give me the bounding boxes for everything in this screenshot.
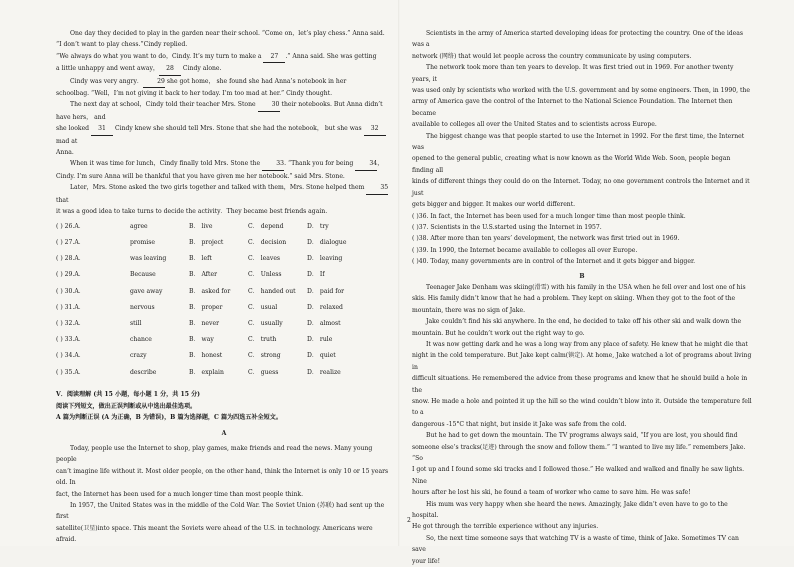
tf-question[interactable]: ( )40. Today, many governments are in control of the Internet and it gets bigger and bigger. bbox=[412, 258, 696, 266]
cloze-blank[interactable]: 28 bbox=[159, 63, 181, 75]
passage-b-paragraph-3 bbox=[412, 339, 752, 430]
option-row bbox=[56, 283, 366, 299]
text-line: army of America gave the control of the Internet to the National Science Foundation. The Internet then became bbox=[412, 98, 733, 117]
text-line: Teenager Jake Denham was skiing(滑雪) with his family in the USA when he fell over and lost one of his bbox=[426, 283, 746, 291]
option-a[interactable]: crazy bbox=[130, 352, 147, 360]
passage-b-paragraph-4 bbox=[412, 430, 752, 498]
option-c[interactable]: C． depend bbox=[248, 222, 284, 230]
text-line: can’t imagine life without it. Most older people, on the other hand, think the Internet is only 10 or 15 years old. In bbox=[56, 467, 389, 487]
option-c[interactable]: C． handed out bbox=[248, 287, 296, 295]
cloze-blank[interactable]: 31 bbox=[91, 123, 113, 135]
text-line: difficult situations. He remembered the advice from these programs and knew that he should build a hole in the bbox=[412, 375, 748, 394]
story-line: “We always do what you want to do，Cindy. It’s my turn to make a 27 .” Anna said. She was getting bbox=[56, 51, 392, 63]
question-number: ( ) 35.A． bbox=[56, 368, 85, 376]
text-line: Scientists in the army of America started developing ideas for protecting the country. One of the ideas was a bbox=[412, 30, 744, 49]
option-b[interactable]: B． left bbox=[189, 255, 212, 263]
text-line: satellite(卫星)into space. This meant the Soviets were ahead of the U.S. in technology. Americans were afraid. bbox=[56, 524, 373, 544]
section-title: V．阅读理解 (共 15 小题，每小题 1 分，共 15 分) bbox=[56, 391, 201, 399]
story-line: schoolbag. “Well，I’m not giving it back to her today. I’m too mad at her.” Cindy thought. bbox=[56, 90, 333, 98]
option-c[interactable]: C． decision bbox=[248, 239, 287, 247]
passage-a-continued bbox=[412, 28, 752, 62]
passage-a-label: A bbox=[221, 429, 227, 437]
text-line: dangerous -15°C that night, but inside it Jake was safe from the cold. bbox=[412, 420, 627, 428]
cloze-blank[interactable]: 30 bbox=[258, 99, 280, 111]
text-line: Jake couldn’t find his ski anywhere. In the end, he decided to take off his other ski and walk down the bbox=[426, 318, 742, 326]
option-b[interactable]: B． never bbox=[189, 320, 220, 328]
text-line: But he had to get down the mountain. The TV programs always said, “If you are lost, you should find bbox=[426, 432, 738, 440]
text-line: The biggest change was that people started to use the Internet in 1992. For the first time, the Internet was bbox=[412, 132, 745, 152]
text-line: available to colleges all over the United States and to scientists across Europe. bbox=[412, 121, 657, 129]
option-d[interactable]: D． relaxed bbox=[307, 303, 343, 311]
cloze-blank[interactable]: 27 bbox=[263, 51, 285, 63]
text-line: skis. His family didn’t know that he had a problem. They kept on skiing. When they got to the foot of the bbox=[412, 295, 736, 303]
option-a[interactable]: still bbox=[130, 320, 142, 328]
option-row bbox=[56, 316, 366, 332]
option-d[interactable]: D． dialogue bbox=[307, 239, 347, 247]
question-number: ( ) 31.A． bbox=[56, 303, 85, 311]
left-column bbox=[56, 28, 392, 546]
right-column bbox=[412, 28, 752, 567]
text-line: was used only by scientists who worked with the U.S. government and by some engineers. Then, in 1990, the bbox=[412, 87, 751, 95]
tf-question[interactable]: ( )38. After more than ten years’ development, the network was first tried out in 1969. bbox=[412, 235, 680, 243]
story-line: she looked 31 Cindy knew she should tell Mrs. Stone that she had the notebook， but she was 32 mad at bbox=[56, 123, 392, 147]
text-line: Today, people use the Internet to shop, play games, make friends and read the news. Many young people bbox=[56, 445, 373, 464]
option-c[interactable]: C． leaves bbox=[248, 255, 281, 263]
cloze-blank[interactable]: 32 bbox=[364, 123, 386, 135]
passage-a-paragraph-3 bbox=[412, 131, 752, 211]
text-line: In 1957, the United States was in the middle of the Cold War. The Soviet Union (苏联) had sent up the first bbox=[56, 502, 385, 521]
story-line: a little unhappy and went away， 28 Cindy alone. bbox=[56, 63, 392, 75]
passage-b-paragraph-5 bbox=[412, 499, 752, 533]
option-row bbox=[56, 251, 366, 267]
option-b[interactable]: B． asked for bbox=[189, 287, 231, 295]
question-number: ( ) 28.A． bbox=[56, 255, 85, 263]
question-number: ( ) 29.A． bbox=[56, 271, 85, 279]
page-number: 2 bbox=[407, 517, 411, 524]
option-d[interactable]: D． rule bbox=[307, 336, 333, 344]
question-number: ( ) 32.A． bbox=[56, 320, 85, 328]
option-a[interactable]: agree bbox=[130, 222, 148, 230]
option-d[interactable]: D． leaving bbox=[307, 255, 343, 263]
tf-question[interactable]: ( )36. In fact, the Internet has been used for a much longer time than most people think. bbox=[412, 212, 686, 220]
passage-b-paragraph-2 bbox=[412, 316, 752, 339]
option-d[interactable]: D． realize bbox=[307, 368, 341, 376]
option-b[interactable]: B． proper bbox=[189, 303, 223, 311]
cloze-options-table bbox=[56, 219, 366, 381]
passage-b-label: B bbox=[579, 272, 585, 280]
option-a[interactable]: describe bbox=[130, 368, 157, 376]
option-c[interactable]: C． guess bbox=[248, 368, 279, 376]
option-row bbox=[56, 219, 366, 235]
option-row bbox=[56, 235, 366, 251]
story-line: it was a good idea to take turns to decide the activity．They became best friends again. bbox=[56, 208, 328, 216]
option-a[interactable]: Because bbox=[130, 271, 156, 279]
option-row bbox=[56, 364, 366, 380]
option-b[interactable]: B． honest bbox=[189, 352, 223, 360]
text-line: fact, the Internet has been used for a much longer time than most people think. bbox=[56, 490, 304, 498]
cloze-blank[interactable]: 29 bbox=[143, 76, 165, 88]
option-a[interactable]: nervous bbox=[130, 303, 155, 311]
option-row bbox=[56, 332, 366, 348]
page-fold bbox=[398, 0, 400, 546]
text-line: your life! bbox=[412, 557, 441, 565]
question-number: ( ) 33.A． bbox=[56, 336, 85, 344]
option-a[interactable]: was leaving bbox=[130, 255, 167, 263]
cloze-story bbox=[56, 28, 392, 218]
option-d[interactable]: D． almost bbox=[307, 320, 341, 328]
instruction-1: 阅读下列短文，做出正误判断或从中选出最佳选项。 bbox=[56, 402, 197, 410]
text-line: hours after he lost his ski, he found a team of worker who came to save him. He was safe! bbox=[412, 489, 691, 497]
story-line: Anna. bbox=[56, 149, 74, 157]
text-line: opened to the general public, creating what is now known as the World Wide Web. Soon, people began finding all bbox=[412, 155, 731, 174]
option-d[interactable]: D． If bbox=[307, 271, 325, 279]
text-line: mountain, there was no sign of Jake. bbox=[412, 306, 526, 314]
text-line: So, the next time someone says that watching TV is a waste of time, think of Jake. Sometimes TV can save bbox=[412, 534, 739, 554]
instruction-2: A 篇为判断正误 (A 为正确，B 为错误)，B 篇为选择题，C 篇为四选五补全短文。 bbox=[56, 414, 282, 422]
text-line: snow. He made a hole and pointed it up the hill so the wind couldn’t blow into it. Outside the temperature fell to a bbox=[412, 398, 752, 417]
option-a[interactable]: gave away bbox=[130, 287, 163, 295]
text-line: someone else’s tracks(足迹) through the snow and follow them.” “I wanted to live my life.” remembers Jake. “So bbox=[412, 443, 746, 463]
text-line: His mum was very happy when she heard the news. Amazingly, Jake didn’t even have to go to the hospital. bbox=[412, 500, 728, 520]
story-line: The next day at school，Cindy told their teacher Mrs. Stone 30 their notebooks. But Anna didn’t have hers， and bbox=[56, 101, 383, 121]
option-b[interactable]: B． explain bbox=[189, 368, 224, 376]
cloze-blank[interactable]: 34 bbox=[355, 158, 377, 170]
story-line: Cindy was very angry． 29 she got home， she found she had Anna’s notebook in her bbox=[56, 76, 392, 88]
option-d[interactable]: D． quiet bbox=[307, 352, 336, 360]
option-b[interactable]: B． live bbox=[189, 222, 213, 230]
option-c[interactable]: C． usual bbox=[248, 303, 278, 311]
option-b[interactable]: B． way bbox=[189, 336, 214, 344]
text-line: It was now getting dark and he was a long way from any place of safety. He knew that he might die that bbox=[426, 340, 748, 348]
option-c[interactable]: C． truth bbox=[248, 336, 277, 344]
story-line: Later，Mrs. Stone asked the two girls together and talked with them，Mrs. Stone helped them 35 that bbox=[56, 184, 389, 204]
option-c[interactable]: C． Unless bbox=[248, 271, 282, 279]
text-line: night in the cold temperature. But Jake kept calm(镇定). At home, Jake watched a lot of programs about living in bbox=[412, 352, 752, 371]
cloze-blank[interactable]: 33 bbox=[262, 158, 284, 170]
option-d[interactable]: D． paid for bbox=[307, 287, 345, 295]
option-d[interactable]: D． try bbox=[307, 222, 329, 230]
option-c[interactable]: C． usually bbox=[248, 320, 283, 328]
text-line: The network took more than ten years to develop. It was first tried out in 1969. For another twenty years, it bbox=[412, 64, 734, 83]
question-number: ( ) 27.A． bbox=[56, 239, 85, 247]
cloze-blank[interactable]: 35 bbox=[366, 182, 388, 194]
question-number: ( ) 30.A． bbox=[56, 287, 85, 295]
story-line: “I don’t want to play chess.”Cindy replied. bbox=[56, 41, 188, 49]
tf-question[interactable]: ( )37. Scientists in the U.S.started using the Internet in 1957. bbox=[412, 223, 602, 231]
option-row bbox=[56, 299, 366, 315]
text-line: He got through the terrible experience without any injuries. bbox=[412, 523, 599, 531]
tf-question[interactable]: ( )39. In 1990, the Internet became available to colleges all over Europe. bbox=[412, 246, 638, 254]
text-line: kinds of different things they could do on the Internet. Today, no one government controls the Internet and it just bbox=[412, 178, 750, 197]
passage-a-paragraph-2 bbox=[412, 62, 752, 130]
text-line: I got up and I found some ski tracks and I followed those.” He walked and walked and finally he saw lights. Nine bbox=[412, 466, 745, 485]
story-line: One day they decided to play in the garden near their school. “Come on，let’s play chess.” Anna said. bbox=[70, 30, 385, 37]
passage-b-paragraph-1 bbox=[412, 282, 752, 316]
text-line: gets bigger and bigger. It makes our world different. bbox=[412, 201, 576, 209]
true-false-questions bbox=[412, 211, 752, 268]
text-line: mountain. But he couldn’t work out the right way to go. bbox=[412, 329, 585, 337]
story-line: When it was time for lunch，Cindy finally told Mrs. Stone the 33. “Thank you for being 34， bbox=[56, 158, 392, 170]
passage-b-paragraph-6 bbox=[412, 533, 752, 567]
option-row bbox=[56, 348, 366, 364]
option-b[interactable]: B． After bbox=[189, 271, 218, 279]
option-b[interactable]: B． project bbox=[189, 239, 224, 247]
option-row bbox=[56, 267, 366, 283]
option-c[interactable]: C． strong bbox=[248, 352, 281, 360]
text-line: network (网络) that would let people across the country communicate by using computers. bbox=[412, 52, 692, 60]
option-a[interactable]: promise bbox=[130, 239, 155, 247]
story-line: Cindy. I’m sure Anna will be thankful that you have given me her notebook.” said Mrs. Stone. bbox=[56, 172, 345, 180]
question-number: ( ) 34.A． bbox=[56, 352, 85, 360]
passage-a bbox=[56, 443, 392, 546]
option-a[interactable]: chance bbox=[130, 336, 152, 344]
question-number: ( ) 26.A． bbox=[56, 222, 85, 230]
